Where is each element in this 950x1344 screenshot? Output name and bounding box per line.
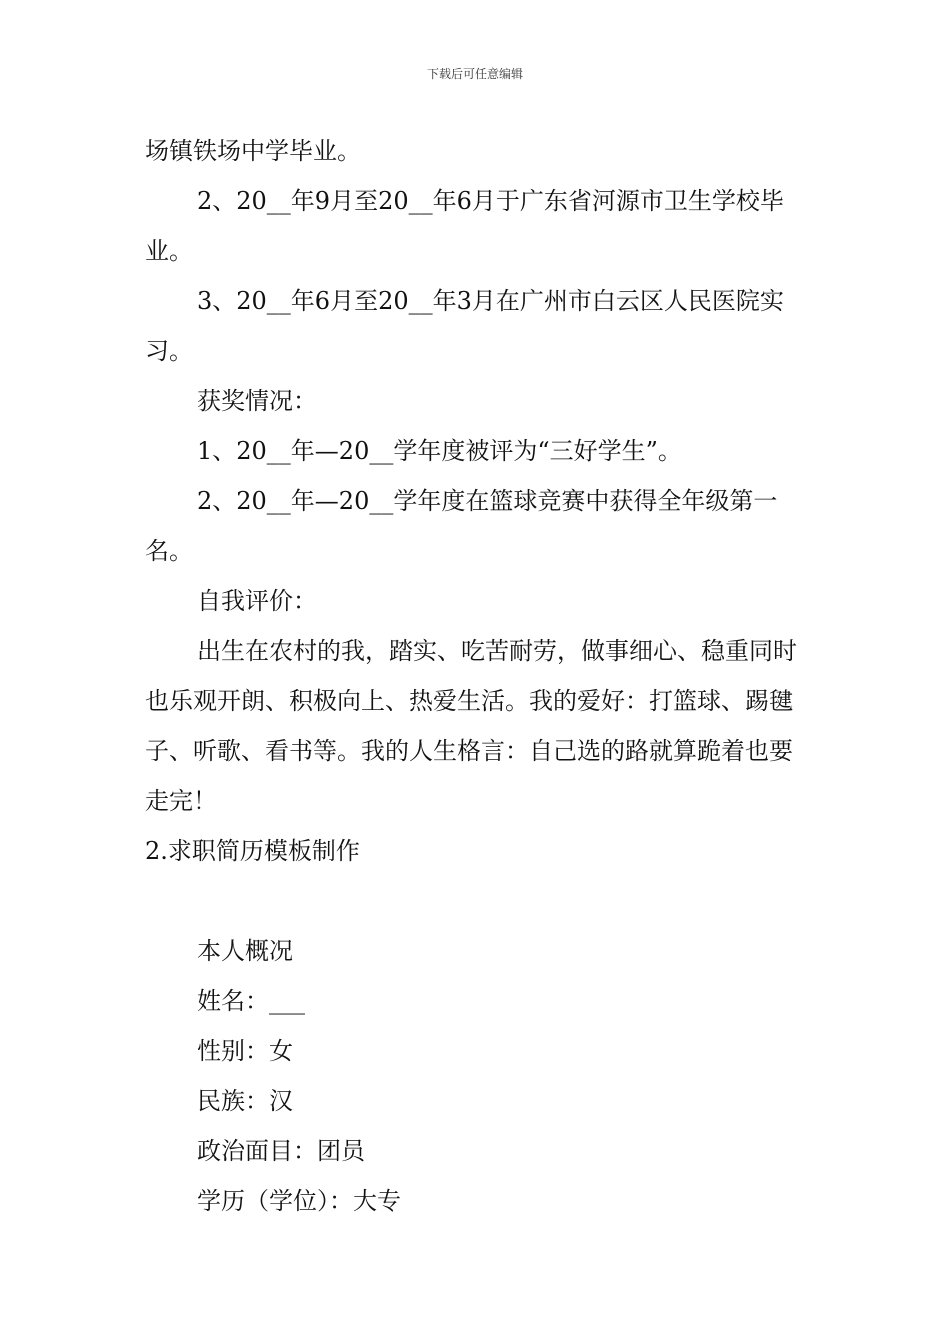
paragraph-education-2: 2、20__年9月至20__年6月于广东省河源市卫生学校毕业。 [145,187,784,265]
document-body [145,126,810,1226]
section-title-resume-template: 2.求职简历模板制作 [145,837,360,865]
paragraph-internship-3: 3、20__年6月至20__年3月在广州市白云区人民医院实习。 [145,287,784,365]
paragraph-award-2: 2、20__年—20__学年度在篮球竞赛中获得全年级第一名。 [145,487,778,565]
field-political-status: 政治面目：团员 [197,1137,365,1165]
paragraph-education-continued: 场镇铁场中学毕业。 [145,137,361,165]
heading-personal-overview: 本人概况 [197,937,293,965]
blank-line [145,876,810,926]
field-gender: 性别：女 [197,1037,293,1065]
field-name: 姓名：___ [197,987,305,1015]
paragraph-award-1: 1、20__年—20__学年度被评为“三好学生”。 [197,437,682,465]
page-header-note: 下载后可任意编辑 [426,67,523,81]
heading-awards: 获奖情况： [197,387,317,415]
field-education-degree: 学历（学位）：大专 [197,1187,401,1215]
heading-self-evaluation: 自我评价： [197,587,317,615]
paragraph-self-evaluation: 出生在农村的我，踏实、吃苦耐劳，做事细心、稳重同时也乐观开朗、积极向上、热爱生活。我的爱好：打篮球、踢毽子、听歌、看书等。我的人生格言：自己选的路就算跪着也要走完！ [145,637,797,815]
field-ethnicity: 民族：汉 [197,1087,293,1115]
